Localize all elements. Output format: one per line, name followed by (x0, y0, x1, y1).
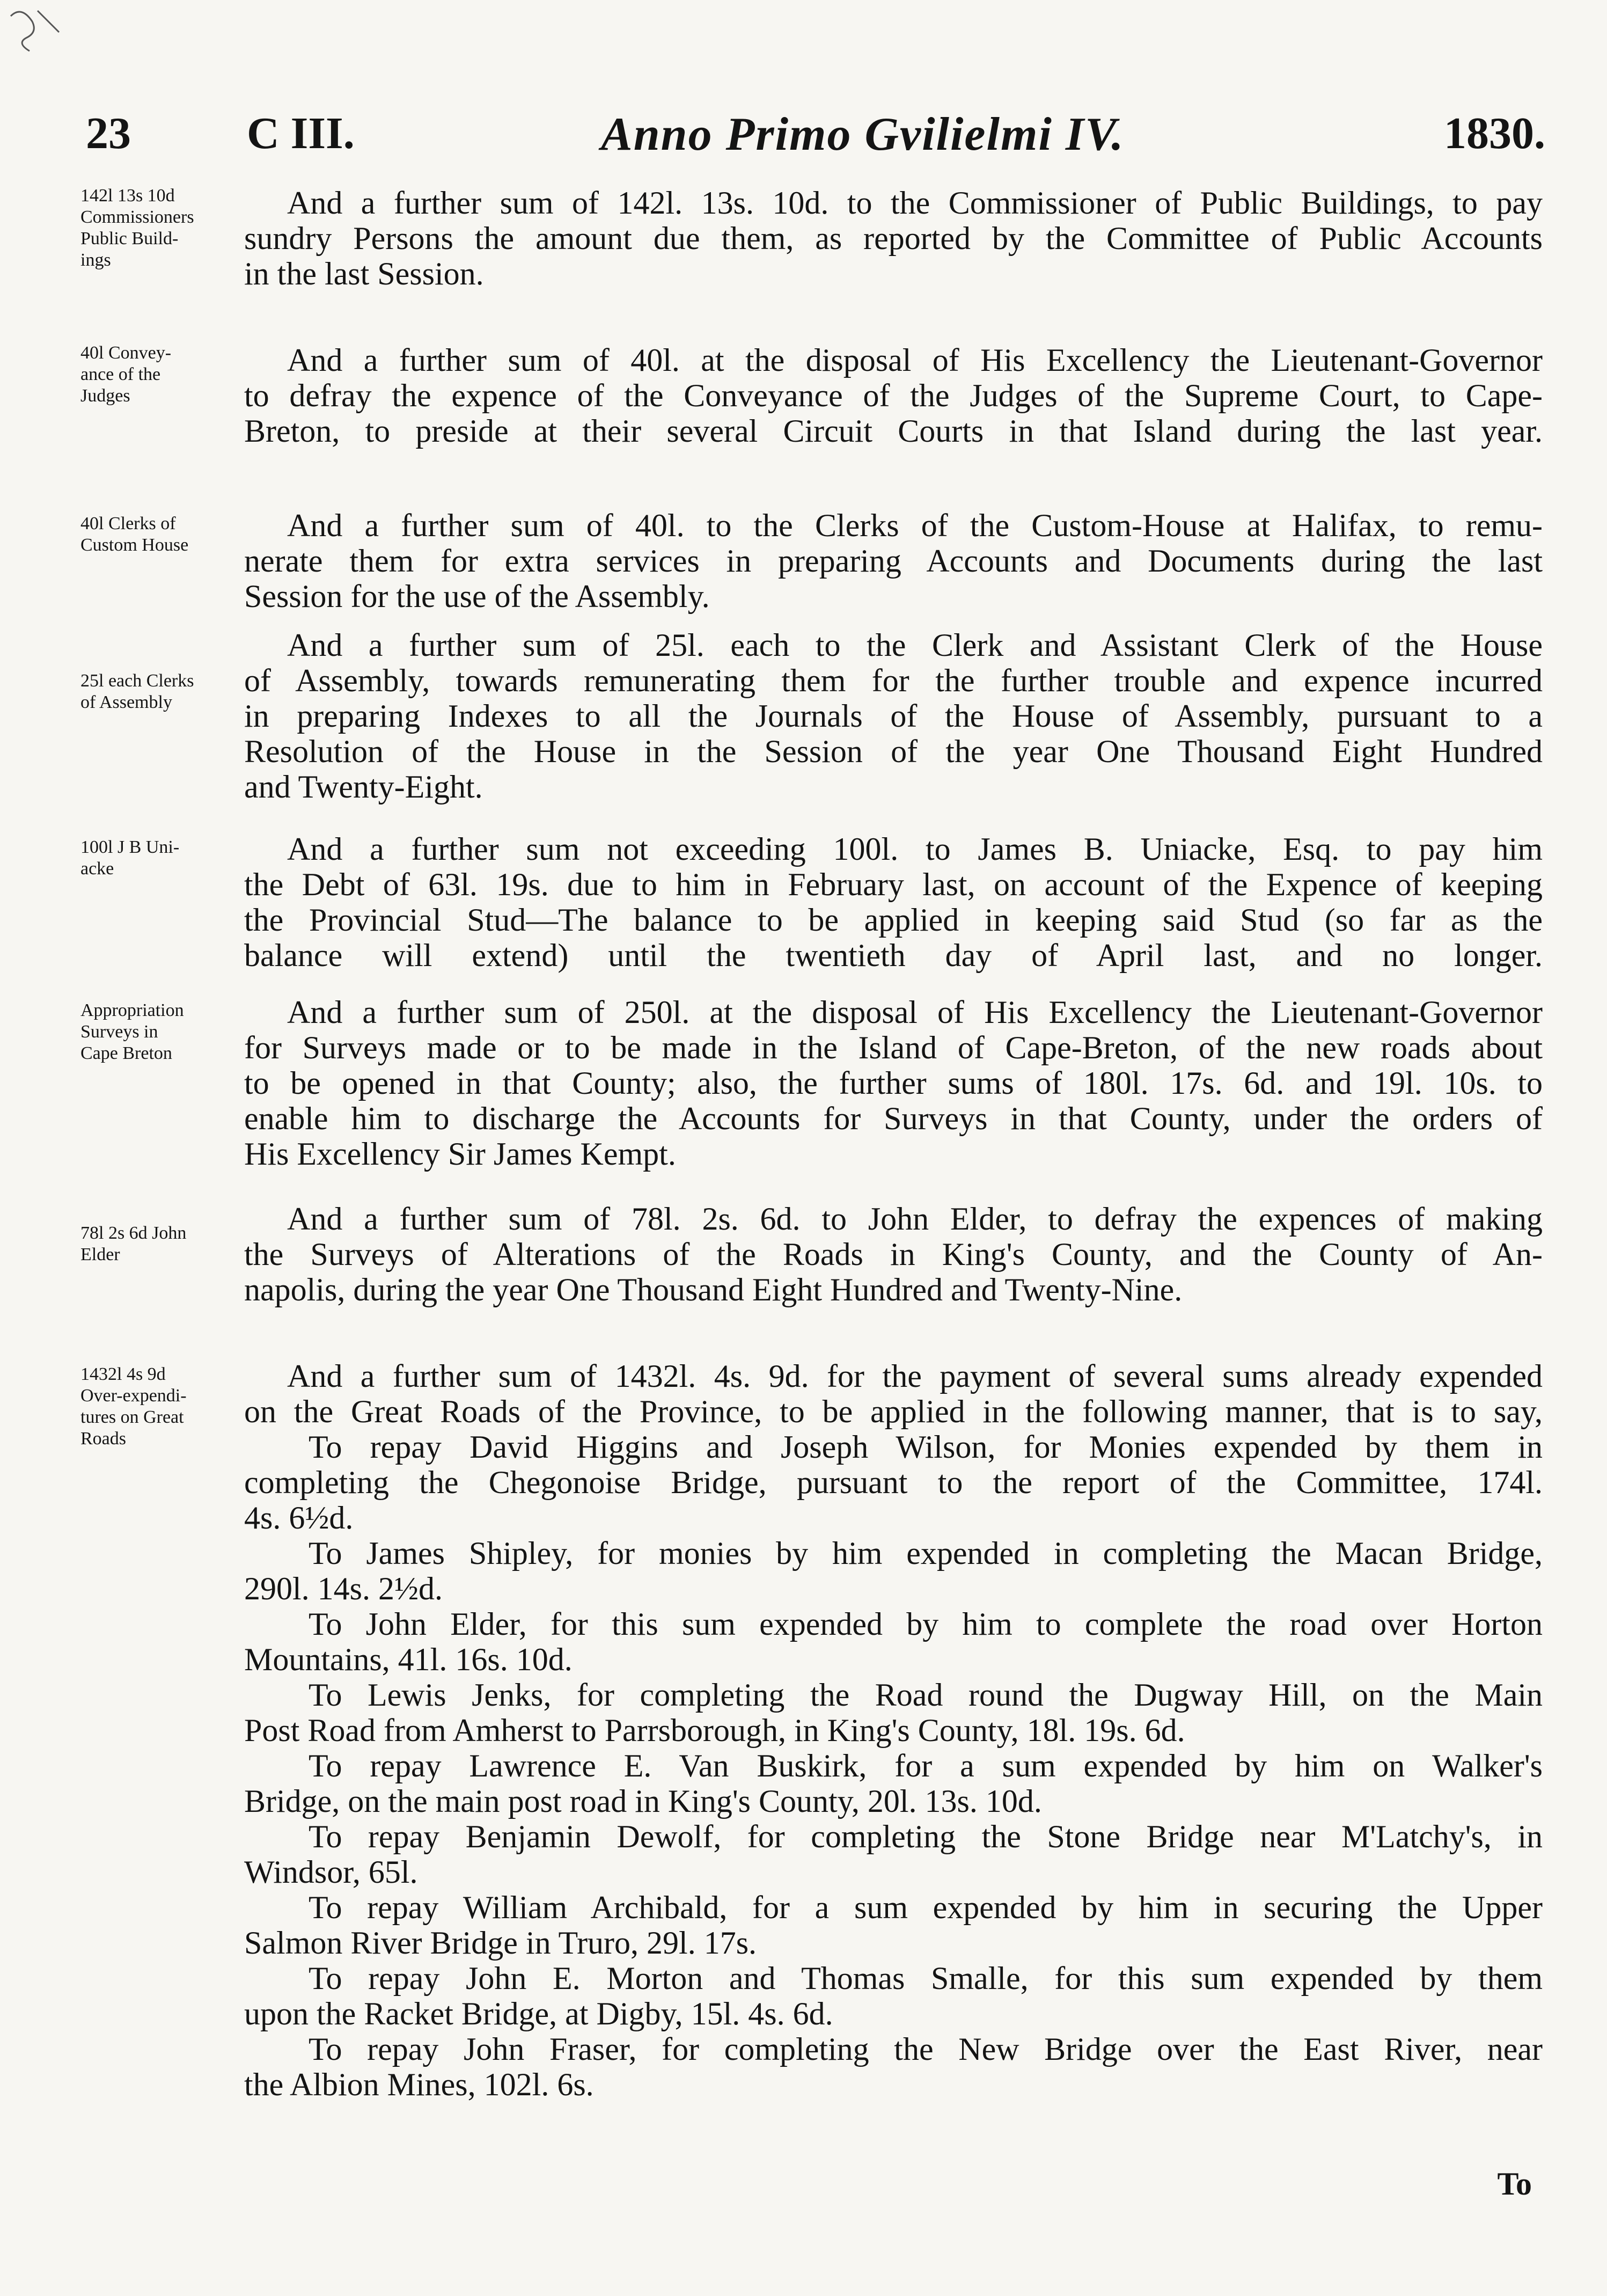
margin-line: Custom House (80, 535, 189, 555)
margin-note (80, 185, 225, 271)
entry-john-elder-surveys (75, 1201, 1551, 1307)
margin-line: 100l J B Uni- (80, 837, 180, 857)
text-line: Windsor, 65l. (244, 1854, 418, 1890)
margin-line: tures on Great (80, 1407, 184, 1427)
text-line: for Surveys made or to be made in the Island of Cape-Breton, of the new roads about (244, 1030, 1543, 1065)
page-number: 23 (86, 108, 131, 158)
chapter-label: C III. (247, 108, 355, 158)
margin-note (80, 670, 225, 713)
text-line: And a further sum of 78l. 2s. 6d. to John Elder, to defray the expences of making (287, 1201, 1543, 1237)
text-line: on the Great Roads of the Province, to be applied in the following manner, that is to say, (244, 1394, 1543, 1429)
text-line: 290l. 14s. 2½d. (244, 1571, 443, 1606)
entry-custom-house-clerks (75, 508, 1551, 614)
text-line: To Lewis Jenks, for completing the Road round the Dugway Hill, on the Main (309, 1677, 1543, 1713)
entry-text (244, 342, 1543, 449)
list-item (244, 1429, 1543, 1535)
text-line: the Albion Mines, 102l. 6s. (244, 2067, 594, 2102)
entry-text (244, 1358, 1543, 1429)
margin-line: Over-expendi- (80, 1386, 187, 1406)
margin-line: Public Build- (80, 229, 179, 248)
text-line: And a further sum of 25l. each to the Clerk and Assistant Clerk of the House (287, 627, 1543, 663)
margin-line: Judges (80, 386, 130, 406)
text-line: sundry Persons the amount due them, as reported by the Committee of Public Accounts (244, 221, 1543, 256)
text-line: Resolution of the House in the Session of the year One Thousand Eight Hundred (244, 734, 1543, 769)
text-line: To repay Lawrence E. Van Buskirk, for a sum expended by him on Walker's (309, 1748, 1543, 1783)
text-line: To repay David Higgins and Joseph Wilson, for Monies expended by them in (309, 1429, 1543, 1465)
margin-note (80, 837, 225, 880)
text-line: Post Road from Amherst to Parrsborough, in King's County, 18l. 19s. 6d. (244, 1713, 1185, 1748)
text-line: nerate them for extra services in preparing Accounts and Documents during the last (244, 543, 1543, 579)
text-line: balance will extend) until the twentieth day of April last, and no longer. (244, 938, 1543, 973)
text-line: 4s. 6½d. (244, 1500, 354, 1535)
text-line: And a further sum of 40l. to the Clerks of the Custom-House at Halifax, to remu- (287, 508, 1543, 543)
margin-line: Elder (80, 1245, 120, 1264)
text-line: to defray the expence of the Conveyance of the Judges of the Supreme Court, to Cape- (244, 378, 1543, 413)
text-line: the Debt of 63l. 19s. due to him in February last, on account of the Expence of keeping (244, 867, 1543, 902)
margin-line: of Assembly (80, 692, 172, 712)
margin-line: Surveys in (80, 1022, 158, 1042)
text-line: upon the Racket Bridge, at Digby, 15l. 4s. 6d. (244, 1996, 833, 2031)
text-line: napolis, during the year One Thousand Eight Hundred and Twenty-Nine. (244, 1272, 1183, 1307)
entry-text (244, 831, 1543, 973)
text-line: Salmon River Bridge in Truro, 29l. 17s. (244, 1925, 757, 1961)
text-line: To repay Benjamin Dewolf, for completing the Stone Bridge near M'Latchy's, in (309, 1819, 1543, 1854)
text-line: To repay John E. Morton and Thomas Smalle, for this sum expended by them (309, 1961, 1543, 1996)
entry-text (244, 1201, 1543, 1307)
text-line: Session for the use of the Assembly. (244, 579, 710, 614)
text-line: in the last Session. (244, 256, 484, 291)
margin-line: 142l 13s 10d (80, 186, 175, 206)
pencil-scribble-mark (0, 0, 70, 70)
margin-line: Commissioners (80, 207, 194, 227)
margin-note (80, 342, 225, 407)
text-line: And a further sum of 40l. at the disposal of His Excellency the Lieutenant-Governor (287, 342, 1543, 378)
entry-conveyance-judges (75, 342, 1551, 449)
margin-line: Appropriation (80, 1000, 184, 1020)
list-item (244, 1748, 1543, 1819)
margin-line: 25l each Clerks (80, 671, 194, 691)
margin-line: ance of the (80, 364, 161, 384)
entry-text (244, 627, 1543, 805)
road-payment-items (244, 1429, 1543, 2102)
margin-note (80, 1364, 225, 1450)
text-line: To repay John Fraser, for completing the New Bridge over the East River, near (309, 2031, 1543, 2067)
margin-line: Roads (80, 1429, 126, 1449)
margin-line: Cape Breton (80, 1043, 172, 1063)
text-line: and Twenty-Eight. (244, 769, 483, 805)
text-line: And a further sum of 1432l. 4s. 9d. for the payment of several sums already expended (287, 1358, 1543, 1394)
text-line: enable him to discharge the Accounts for Surveys in that County, under the orders of (244, 1101, 1543, 1136)
margin-line: 1432l 4s 9d (80, 1364, 166, 1384)
margin-line: 78l 2s 6d John (80, 1223, 187, 1243)
running-title: Anno Primo Gvilielmi IV. (601, 108, 1125, 160)
margin-note (80, 1223, 225, 1266)
text-line: And a further sum of 142l. 13s. 10d. to the Commissioner of Public Buildings, to pay (287, 185, 1543, 221)
page-header (75, 107, 1545, 177)
list-item (244, 1961, 1543, 2031)
catchword: To (1497, 2166, 1532, 2202)
entry-text (244, 995, 1543, 1172)
margin-line: acke (80, 859, 114, 879)
text-line: To repay William Archibald, for a sum expended by him in securing the Upper (309, 1890, 1543, 1925)
list-item (244, 1535, 1543, 1606)
entry-public-buildings (75, 185, 1551, 291)
list-item (244, 1819, 1543, 1890)
statute-body (75, 185, 1551, 2102)
text-line: Mountains, 41l. 16s. 10d. (244, 1642, 573, 1677)
margin-note (80, 1000, 225, 1064)
margin-line: ings (80, 250, 111, 270)
text-line: the Provincial Stud—The balance to be applied in keeping said Stud (so far as the (244, 902, 1543, 938)
margin-line: 40l Clerks of (80, 514, 176, 533)
entry-assembly-clerks (75, 627, 1551, 805)
margin-note (80, 513, 225, 556)
margin-line: 40l Convey- (80, 343, 172, 363)
text-line: Bridge, on the main post road in King's County, 20l. 13s. 10d. (244, 1783, 1042, 1819)
year-label: 1830. (1444, 108, 1545, 158)
text-line: His Excellency Sir James Kempt. (244, 1136, 676, 1172)
list-item (244, 2031, 1543, 2102)
text-line: Breton, to preside at their several Circuit Courts in that Island during the last year. (244, 413, 1543, 449)
text-line: And a further sum not exceeding 100l. to James B. Uniacke, Esq. to pay him (287, 831, 1543, 867)
text-line: in preparing Indexes to all the Journals of the House of Assembly, pursuant to a (244, 698, 1543, 734)
text-line: the Surveys of Alterations of the Roads in King's County, and the County of An- (244, 1237, 1543, 1272)
list-item (244, 1677, 1543, 1748)
entry-text (244, 508, 1543, 614)
text-line: to be opened in that County; also, the further sums of 180l. 17s. 6d. and 19l. 10s. to (244, 1065, 1543, 1101)
text-line: of Assembly, towards remunerating them for the further trouble and expence incurred (244, 663, 1543, 698)
entry-cape-breton-surveys (75, 995, 1551, 1172)
list-item (244, 1890, 1543, 1961)
text-line: completing the Chegonoise Bridge, pursuant to the report of the Committee, 174l. (244, 1465, 1543, 1500)
text-line: To John Elder, for this sum expended by him to complete the road over Horton (309, 1606, 1543, 1642)
entry-text (244, 185, 1543, 291)
list-item (244, 1606, 1543, 1677)
text-line: To James Shipley, for monies by him expended in completing the Macan Bridge, (309, 1535, 1543, 1571)
entry-uniacke (75, 831, 1551, 973)
text-line: And a further sum of 250l. at the disposal of His Excellency the Lieutenant-Governor (287, 995, 1543, 1030)
